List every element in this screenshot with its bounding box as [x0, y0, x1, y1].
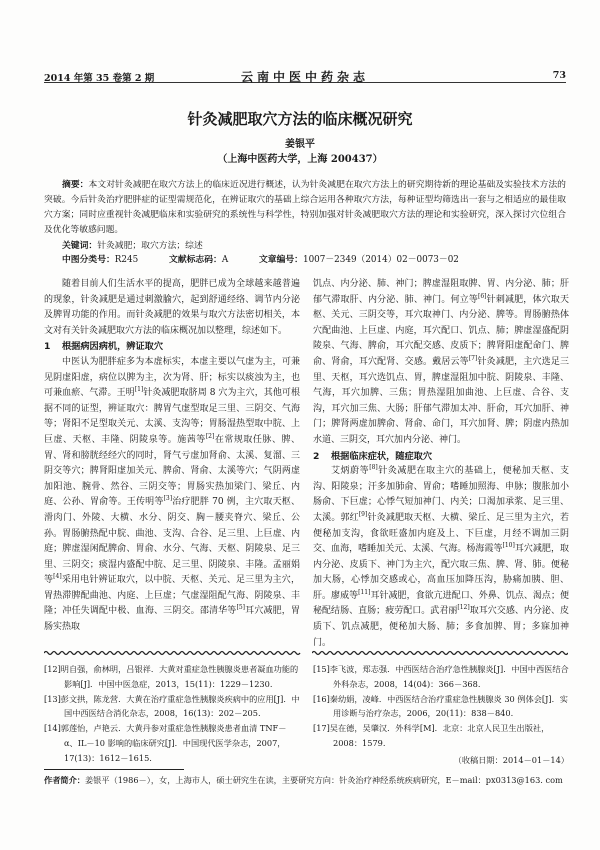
article-no-value: 1007－2349（2014）02－0073－02 — [302, 255, 459, 265]
reference-item: [12]明自强，俞林明，吕银祥．大黄对重症急性胰腺炎患者凝血功能的影响[J]．中国中医急症，2013，15(11)：1229－1230. — [44, 664, 299, 689]
citation: [7] — [468, 354, 478, 362]
wavy-divider-left — [44, 650, 302, 656]
citation: [5] — [236, 604, 245, 612]
page-number: 73 — [552, 70, 566, 81]
section-heading-1: 1 根据病因病机，辨证取穴 — [44, 341, 164, 353]
section-1-paragraph: 中医认为肥胖症多为本虚标实，本虚主要以气虚为主，可兼见阴虚阳虚，病位以脾为主，次为肾、肝；标实以痰浊为主，也可兼血瘀、气滞。王明[1]针灸减肥取脐周 8 穴为主穴，其他可根据不同的证型，辨证取穴：脾胃气虚型取足三里、三阴交、气海等；肾阳不足型取关元、太溪、支沟等；胃肠湿热型取中脘、上巨虚、天枢、丰隆、阴陵泉等。施茜等[2]在常规取任脉、脾、胃、肾和膀胱经经穴的同时，肾气亏虚加肾俞、太溪、复溜、三阴交等穴；脾肾阳虚加关元、脾俞、肾俞、太溪等穴；气阴两虚加阳池、腕骨、然谷、三阴交等；胃肠实热加梁门、梁丘、内庭、公孙、胃俞等。王传明等[3]治疗肥胖 70 例，主穴取天枢、滑肉门、外陵、大横、水分、阴交、胸－腰夹脊穴、梁丘、公孙。胃肠腑热配中脘、曲池、支沟、合谷、足三里、上巨虚、内庭；脾虚湿闲配脾俞、胃俞、水分、气海、天枢、阴陵泉、足三里、三阴交；痰湿内盛配中脘、足三里、阴陵泉、丰隆。孟丽娟等[4]采用电针辨证取穴，以中脘、天枢、关元、足三里为主穴，胃热滞脾配曲池、内庭、上巨虚；气虚湿阻配气海、阴陵泉、丰隆；冲任失调配中极、血海、三阴交。邵清华等[5]耳穴减肥，胃肠实热取 — [44, 356, 300, 633]
references-right — [313, 662, 569, 768]
citation: [8] — [369, 464, 378, 472]
citation: [12] — [457, 604, 470, 612]
doc-code-label: 文献标志码： — [169, 255, 222, 265]
citation: [9] — [358, 510, 368, 518]
doc-code-value: A — [221, 255, 229, 265]
received-date: （收稿日期：2014－01－14） — [453, 754, 569, 765]
section-heading-2: 2 根据临床症状，随症取穴 — [313, 450, 433, 462]
clc-label: 中图分类号： — [62, 255, 115, 265]
keywords-label: 关键词： — [62, 241, 98, 251]
author-bio-text: 姜银平（1986－），女，上海市人，硕士研究生在读，主要研究方向：针灸治疗神经系统疾病研究，E－mail：px0313@163. com — [84, 775, 563, 785]
citation: [4] — [53, 573, 62, 581]
article-title: 针灸减肥取穴方法的临床概况研究 — [187, 110, 413, 128]
reference-item: [17]吴在德，吴肇汉．外科学[M]．北京：北京人民卫生出版社，2008：1579. — [313, 723, 550, 748]
footnote-separator — [44, 769, 184, 770]
abstract — [44, 178, 566, 238]
author-affiliation: （上海中医药大学，上海 200437） — [217, 154, 383, 165]
author-bio — [44, 775, 574, 786]
section-1-continued: 饥点、内分泌、肺、神门；脾虚湿阻取脾、胃、内分泌、肺；肝郁气滞取肝、内分泌、肺、神门。何立等[6]针刺减肥，体穴取天枢、关元、三阴交等，耳穴取神门、内分泌、脾等。胃肠腑热体穴配曲池、上巨虚、内庭，耳穴配口、饥点、肺；脾虚湿盛配阴陵泉、气海、脾俞，耳穴配交感、皮质下；脾肾阳虚配命门、脾俞、肾俞，耳穴配肾、交感。戴居云等[7]针灸减肥，主穴选足三里、天枢，耳穴选饥点、胃，脾虚湿阻加中脘、阴陵泉、丰隆、气海，耳穴加脾、三焦；胃热湿阻加曲池、上巨虚、合谷、支沟，耳穴加三焦、大肠；肝郁气滞加太冲、肝俞，耳穴加肝、神门；脾肾两虚加脾俞、肾俞、命门，耳穴加肾、脾；阴虚内热加水道、三阴交，耳穴加内分泌、神门。 — [313, 279, 569, 445]
running-header — [44, 68, 566, 83]
classification-line — [62, 252, 562, 265]
citation: [10] — [502, 542, 515, 550]
citation: [11] — [358, 588, 371, 596]
abstract-text: 本文对针灸减肥在取穴方法上的临床近况进行概述，认为针灸减肥在取穴方法上的研究期待新的理论基础及实验技术方法的突破。今后针灸治疗肥胖症的证型需规范化，在辨证取穴的基础上综合运用各种取穴方法，每种证型均筛选出一套与之相适应的最佳取穴方案；同时应重视针灸减肥临床和实验研究的系统性与科学性，特别加强对针灸减肥取穴方法的理论和实验研究，深入探讨穴位组合及优化等敏感问题。 — [44, 180, 566, 235]
citation: [1] — [134, 386, 144, 394]
citation: [2] — [205, 432, 215, 440]
author-bio-label: 作者简介： — [44, 775, 85, 785]
reference-item: [16]秦幼娟，凌峰．中西医结合治疗重症急性胰腺炎 30 例体会[J]．实用诊断与治疗杂志，2006，20(11)：838－840. — [313, 693, 568, 719]
article-author: 姜银平 — [285, 139, 315, 150]
citation: [3] — [163, 495, 173, 503]
keywords — [62, 238, 203, 251]
reference-item: [13]彭文拱，陈龙营．大黄在治疗重症急性胰腺炎疾病中的应用[J]．中国中西医结合消化杂志，2008，16(13)：202－205. — [44, 693, 300, 719]
article-no-label: 文章编号： — [258, 255, 303, 265]
clc-value: R245 — [114, 255, 139, 265]
citation: [6] — [477, 292, 487, 300]
body-column-left — [44, 277, 300, 636]
section-2-paragraph: 艾炳蔚等[8]针灸减肥在取主穴的基础上，便秘加天枢、支沟、阳陵泉；汗多加肺俞、胃俞；嗜睡加照海、申脉；腹胀加小肠俞、下巨虚；心悸气短加神门、内关；口渴加承浆、足三里、太溪。郭红[9]针灸减肥取天枢、大横、梁丘、足三里为主穴，若便秘加支沟，食欲旺盛加内庭及上、下巨虚，月经不调加三阴交、血海，嗜睡加关元、太溪、气海。杨海霞等[10]耳穴减肥，取内分泌、皮质下、神门为主穴，配穴取三焦、脾、肾、肺。便秘加大肠，心悸加交感或心，高血压加降压沟，胁痛加胰、胆、肝。廖威等[11]耳针减肥，食欲亢进配口、外鼻、饥点、渴点；便秘配结肠、直肠；疲劳配口。武君丽[12]取耳穴交感、内分泌、皮质下、饥点减肥，便秘加大肠、肺；多食加脾、胃；多寐加神门。 — [313, 464, 569, 648]
keywords-text: 针灸减肥；取穴方法；综述 — [97, 241, 203, 251]
intro-paragraph: 随着目前人们生活水平的提高，肥胖已成为全球越来越普遍的现象，针灸减肥是通过刺激腧穴，起到舒通经络、调节内分泌及脾胃功能的作用。而针灸减肥的效果与取穴方法密切相关，本文对有关针灸减肥取穴方法的临床概况加以整理，综述如下。 — [44, 279, 300, 336]
abstract-label: 摘要： — [62, 180, 89, 190]
journal-name: 云南中医中药杂志 — [240, 70, 369, 84]
reference-item: [15]李飞波，郑志强．中西医结合治疗急性胰腺炎[J]．中国中西医结合外科杂志，2008，14(04)：366－368. — [313, 664, 569, 689]
references-left — [44, 662, 300, 766]
body-column-right — [313, 277, 569, 651]
wavy-divider-right — [312, 650, 568, 656]
issue-info: 2014 年第 35 卷第 2 期 — [44, 73, 155, 84]
reference-item: [14]郭莲怡，卢艳云．大黄丹参对重症急性胰腺炎患者血清 TNF－α、IL－10 影响的临床研究[J]．中国现代医学杂志，2007，17(13)：1612－1615. — [44, 723, 287, 763]
